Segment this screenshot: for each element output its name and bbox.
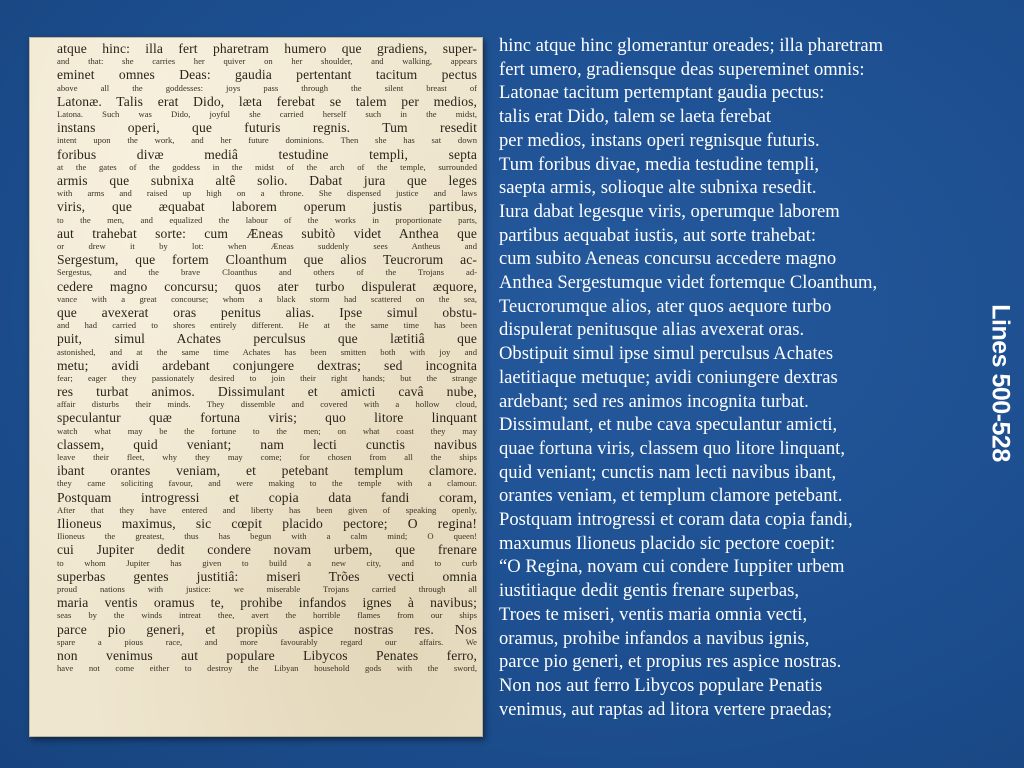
scan-line-pair — [57, 331, 477, 357]
scan-english-line: leave their fleet, why they may come; for chosen from all the ships — [57, 452, 477, 463]
verse-line: fert umero, gradiensque deas supereminet omnis: — [499, 58, 865, 80]
scan-latin-line: Sergestum, que fortem Cloanthum que alios Teucrorum ac- — [57, 252, 477, 268]
scan-latin-line: superbas gentes justitiâ: miseri Trões vecti omnia — [57, 568, 477, 584]
verse-line: Latonae tacitum pertemptant gaudia pectus: — [499, 82, 825, 104]
verse-line: orantes veniam, et templum clamore petebant. — [499, 485, 843, 507]
scan-latin-line: foribus divæ mediâ testudine templi, septa — [57, 146, 477, 162]
verse-line: Troes te miseri, ventis maria omnia vecti, — [499, 603, 808, 625]
scan-english-line: to whom Jupiter has given to build a new city, and to curb — [57, 557, 477, 568]
scan-latin-line: Postquam introgressi et copia data fandi coram, — [57, 489, 477, 505]
verse-line: Anthea Sergestumque videt fortemque Cloanthum, — [499, 272, 878, 294]
scan-line-pair — [57, 173, 477, 199]
scan-latin-line: classem, quid veniant; nam lecti cunctis navibus — [57, 436, 477, 452]
scan-latin-line: cedere magno concursu; quos ater turbo dispulerat æquore, — [57, 278, 477, 294]
scan-latin-line: parce pio generi, et propiùs aspice nostras res. Nos — [57, 621, 477, 637]
scan-latin-line: cui Jupiter dedit condere novam urbem, que frenare — [57, 542, 477, 558]
scan-line-pair — [57, 437, 477, 463]
verse-line: Iura dabat legesque viris, operumque laborem — [499, 200, 840, 222]
scan-english-line: spare a pious race, and more favourably regard our affairs. We — [57, 636, 477, 647]
scan-english-line: have not come either to destroy the Libyan household gods with the sword, — [57, 663, 477, 674]
scan-english-line: with arms and raised up high on a throne. She dispensed justice and laws — [57, 188, 477, 199]
scan-line-pair — [57, 41, 477, 67]
scan-line-pair — [57, 147, 477, 173]
scan-line-pair — [57, 226, 477, 252]
scan-english-line: and had carried to shores entirely different. He at the same time has been — [57, 320, 477, 331]
scan-latin-line: speculantur quæ fortuna viris; quo litore linquant — [57, 410, 477, 426]
verse-line: “O Regina, novam cui condere Iuppiter urbem — [499, 556, 845, 578]
verse-line: ardebant; sed res animos incognita turbat. — [499, 390, 809, 412]
verse-line: quae fortuna viris, classem quo litore linquant, — [499, 437, 845, 459]
scan-line-pair — [57, 542, 477, 568]
verse-line: Postquam introgressi et coram data copia fandi, — [499, 509, 853, 531]
verse-line: parce pio generi, et propius res aspice nostras. — [499, 651, 842, 673]
scan-line-pair — [57, 410, 477, 436]
scan-latin-line: maria ventis oramus te, prohibe infandos ignes à navibus; — [57, 595, 477, 611]
scan-latin-line: viris, que æquabat laborem operum justis partibus, — [57, 199, 477, 215]
scan-latin-line: atque hinc: illa fert pharetram humero que gradiens, super- — [57, 41, 477, 56]
scan-line-pair — [57, 305, 477, 331]
verse-line: Non nos aut ferro Libycos populare Penatis — [499, 674, 823, 696]
scan-latin-line: metu; avidi ardebant conjungere dextras; sed incognita — [57, 357, 477, 373]
verse-line: talis erat Dido, talem se laeta ferebat — [499, 106, 772, 128]
scan-english-line: Latona. Such was Dido, joyful she carried herself such in the midst, — [57, 108, 477, 119]
scan-line-pair — [57, 67, 477, 93]
scan-english-line: seas by the winds intreat thee, avert the horrible flames from our ships — [57, 610, 477, 621]
scanned-page-text — [57, 41, 477, 674]
verse-line: quid veniant; cunctis nam lecti navibus ibant, — [499, 461, 837, 483]
scan-latin-line: non venimus aut populare Libycos Penates ferro, — [57, 647, 477, 663]
scan-english-line: Ilioneus the greatest, thus has begun with a calm mind; O queen! — [57, 531, 477, 542]
scan-line-pair — [57, 569, 477, 595]
scan-english-line: above all the goddesses: joys pass through the silent breast of — [57, 82, 477, 93]
verse-line: Teucrorumque alios, ater quos aequore turbo — [499, 295, 832, 317]
verse-line: laetitiaque metuque; avidi coniungere dextras — [499, 366, 838, 388]
scan-latin-line: aut trahebat sorte: cum Æneas subitò videt Anthea que — [57, 225, 477, 241]
verse-line: dispulerat penitusque alias avexerat oras. — [499, 319, 805, 341]
verse-line: iustitiaque dedit gentis frenare superbas, — [499, 580, 799, 602]
scan-line-pair — [57, 648, 477, 674]
verse-line: per medios, instans operi regnisque futuris. — [499, 129, 820, 151]
scan-latin-line: ibant orantes veniam, et petebant templum clamore. — [57, 463, 477, 479]
scan-english-line: After that they have entered and liberty has been given of speaking openly, — [57, 504, 477, 515]
scan-latin-line: res turbat animos. Dissimulant et amicti cavâ nube, — [57, 384, 477, 400]
verse-line: maxumus Ilioneus placido sic pectore coepit: — [499, 532, 836, 554]
scan-latin-line: instans operi, que futuris regnis. Tum resedit — [57, 120, 477, 136]
scan-line-pair — [57, 463, 477, 489]
scan-line-pair — [57, 199, 477, 225]
verse-line: cum subito Aeneas concursu accedere magno — [499, 248, 837, 270]
scan-line-pair — [57, 490, 477, 516]
scan-english-line: fear; eager they passionately desired to join their right hands; but the strange — [57, 372, 477, 383]
scan-latin-line: que avexerat oras penitus alias. Ipse simul obstu- — [57, 304, 477, 320]
scan-line-pair — [57, 94, 477, 120]
scan-line-pair — [57, 120, 477, 146]
scan-english-line: astonished, and at the same time Achates has been smitten both with joy and — [57, 346, 477, 357]
scan-english-line: intent upon the work, and her future dominions. Then she has sat down — [57, 135, 477, 146]
scan-line-pair — [57, 358, 477, 384]
scan-english-line: affair disturbs their minds. They dissemble and covered with a hollow cloud, — [57, 399, 477, 410]
latin-verse-block — [499, 34, 979, 721]
verse-line: oramus, prohibe infandos a navibus ignis, — [499, 627, 810, 649]
scan-latin-line: armis que subnixa altê solio. Dabat jura que leges — [57, 172, 477, 188]
scan-english-line: vance with a great concourse; whom a black storm had scattered on the sea, — [57, 293, 477, 304]
scan-english-line: watch what may be the fortune to the men; on what coast they may — [57, 425, 477, 436]
verse-line: saepta armis, solioque alte subnixa resedit. — [499, 177, 817, 199]
scan-english-line: Sergestus, and the brave Cloanthus and others of the Trojans ad- — [57, 267, 477, 278]
verse-line: Dissimulant, et nube cava speculantur amicti, — [499, 414, 838, 436]
verse-line: Tum foribus divae, media testudine templi, — [499, 153, 820, 175]
scan-line-pair — [57, 384, 477, 410]
verse-line: partibus aequabat iustis, aut sorte trahebat: — [499, 224, 817, 246]
scan-english-line: to the men, and equalized the labour of the works in proportionate parts, — [57, 214, 477, 225]
scan-latin-line: Ilioneus maximus, sic cœpit placido pectore; O regina! — [57, 516, 477, 532]
verse-line: Obstipuit simul ipse simul perculsus Achates — [499, 343, 834, 365]
scan-line-pair — [57, 622, 477, 648]
scan-english-line: they came soliciting favour, and were making to the temple with a clamour. — [57, 478, 477, 489]
scan-english-line: and that: she carries her quiver on her shoulder, and walking, appears — [57, 56, 477, 67]
scan-line-pair — [57, 595, 477, 621]
scan-latin-line: Latonæ. Talis erat Dido, læta ferebat se talem per medios, — [57, 93, 477, 109]
scan-latin-line: puit, simul Achates perculsus que lætitiâ que — [57, 331, 477, 347]
scanned-page-image — [29, 37, 483, 737]
verse-line: hinc atque hinc glomerantur oreades; illa pharetram — [499, 35, 884, 56]
verse-line: venimus, aut raptas ad litora vertere praedas; — [499, 698, 832, 720]
scan-line-pair — [57, 279, 477, 305]
lines-range-label: Lines 500-528 — [986, 304, 1015, 462]
scan-line-pair — [57, 252, 477, 278]
scan-english-line: or drew it by lot: when Æneas suddenly sees Antheus and — [57, 240, 477, 251]
scan-latin-line: eminet omnes Deas: gaudia pertentant tacitum pectus — [57, 67, 477, 83]
scan-english-line: proud nations with justice: we miserable Trojans carried through all — [57, 584, 477, 595]
scan-line-pair — [57, 516, 477, 542]
scan-english-line: at the gates of the goddess in the midst of the arch of the temple, surrounded — [57, 161, 477, 172]
